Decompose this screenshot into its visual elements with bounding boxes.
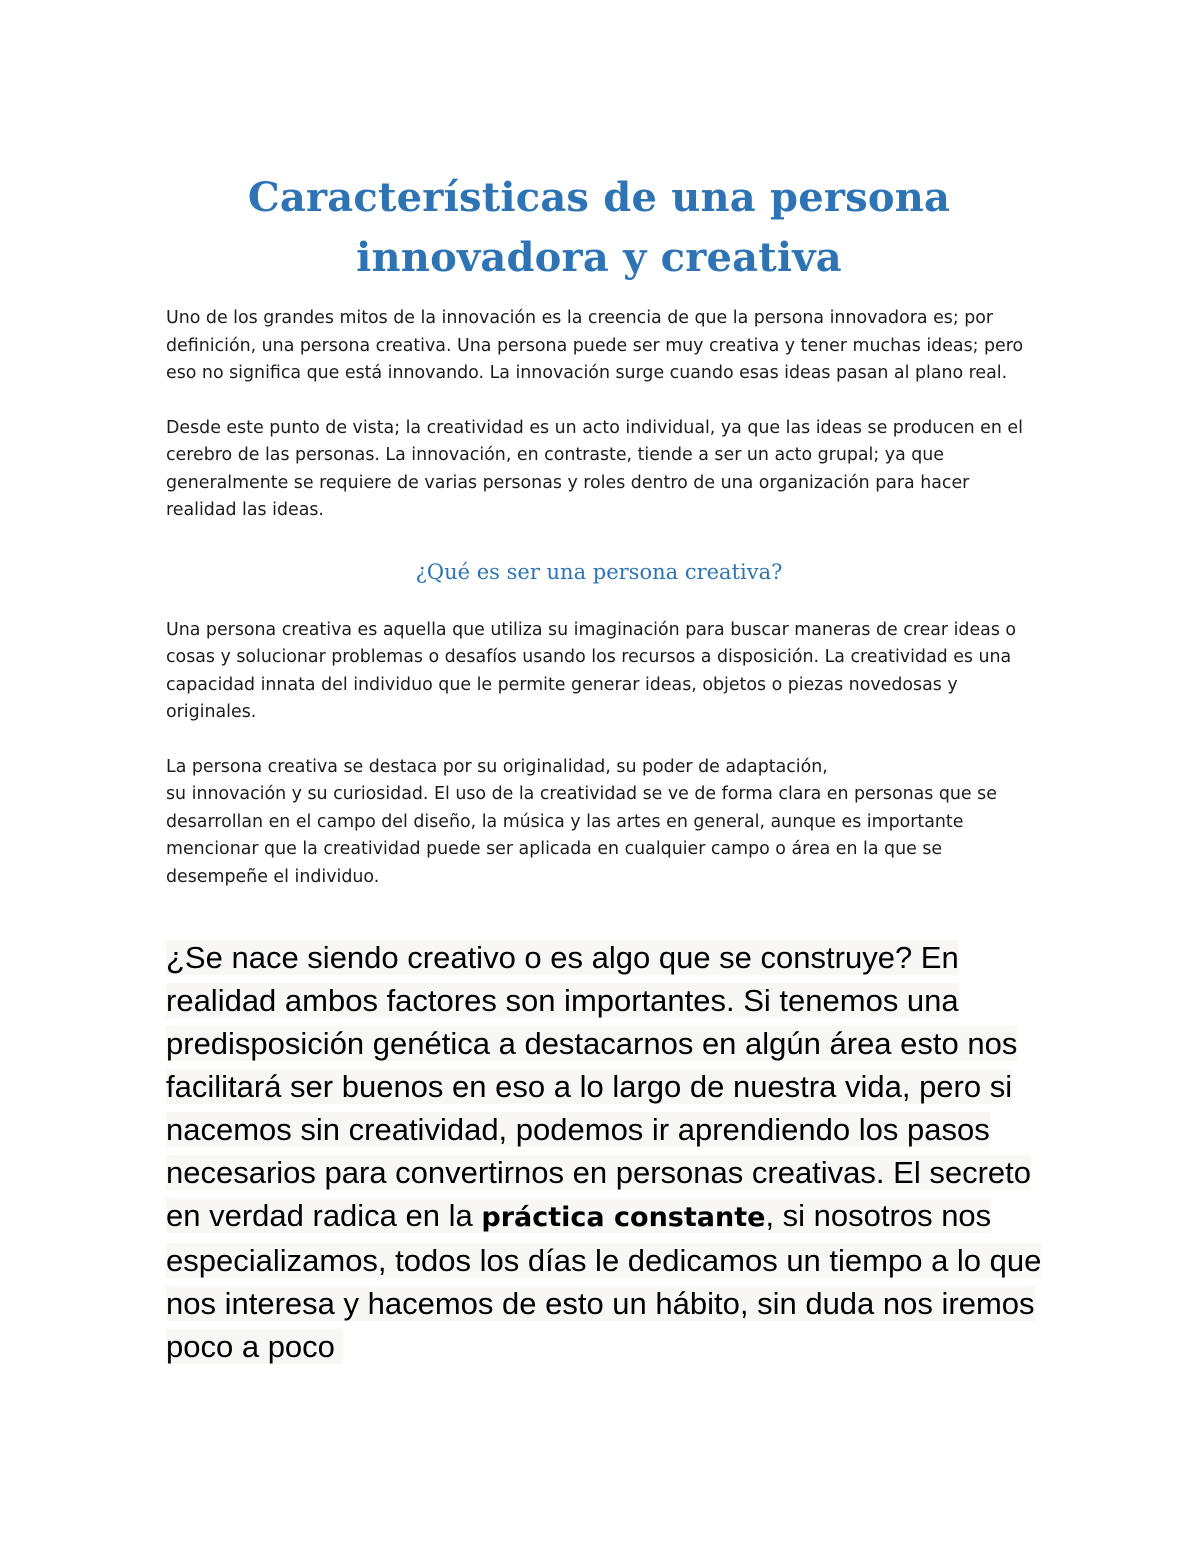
document-title: Características de una persona innovadora y creativa bbox=[247, 174, 951, 281]
paragraph-point-of-view: Desde este punto de vista; la creatividad es un acto individual, ya que las ideas se producen en el cerebro de las personas. La innovación, en contraste, tiende a ser un acto grupal; ya que generalmente se requiere de varias personas y roles dentro de una organización para hacer realidad las ideas. bbox=[166, 417, 1023, 520]
highlighted-text bbox=[166, 940, 1041, 1364]
paragraph-creative-traits-rest: su innovación y su curiosidad. El uso de la creatividad se ve de forma clara en personas que se desarrollan en el campo del diseño, la música y las artes en general, aunque es importante mencionar que la creatividad puede ser aplicada en cualquier campo o área en la que se desempeñe el individuo. bbox=[166, 784, 997, 887]
document-page bbox=[166, 168, 1042, 1368]
highlighted-paragraph bbox=[166, 936, 1046, 1368]
highlighted-text-before-bold: ¿Se nace siendo creativo o es algo que se construye? En realidad ambos factores son importantes. Si tenemos una predisposición genética a destacarnos en algún área esto nos facilitará ser buenos en eso a lo largo de nuestra vida, pero si nacemos sin creatividad, podemos ir aprendiendo los pasos necesarios para convertirnos en personas creativas. El secreto en verdad radica en la bbox=[166, 940, 1031, 1233]
paragraph-creative-person: Una persona creativa es aquella que utiliza su imaginación para buscar maneras de crear ideas o cosas y solucionar problemas o desafíos usando los recursos a disposición. La creatividad es una capacidad innata del individuo que le permite generar ideas, objetos o piezas novedosas y originales. bbox=[166, 619, 1017, 722]
paragraph-innovation-myth: Uno de los grandes mitos de la innovación es la creencia de que la persona innovadora es; por definición, una persona creativa. Una persona puede ser muy creativa y tener muchas ideas; pero eso no significa que está innovando. La innovación surge cuando esas ideas pasan al plano real. bbox=[166, 308, 1024, 383]
bold-phrase: práctica constante bbox=[481, 1202, 766, 1233]
section-subtitle: ¿Qué es ser una persona creativa? bbox=[415, 559, 783, 584]
highlighted-text-after-bold: , si nosotros nos especializamos, todos los días le dedicamos un tiempo a lo que nos interesa y hacemos de esto un hábito, sin duda nos iremos poco a poco bbox=[166, 1198, 1042, 1364]
paragraph-creative-traits-line-1: La persona creativa se destaca por su originalidad, su poder de adaptación, bbox=[166, 756, 828, 777]
paragraph-creative-traits bbox=[166, 754, 1032, 892]
